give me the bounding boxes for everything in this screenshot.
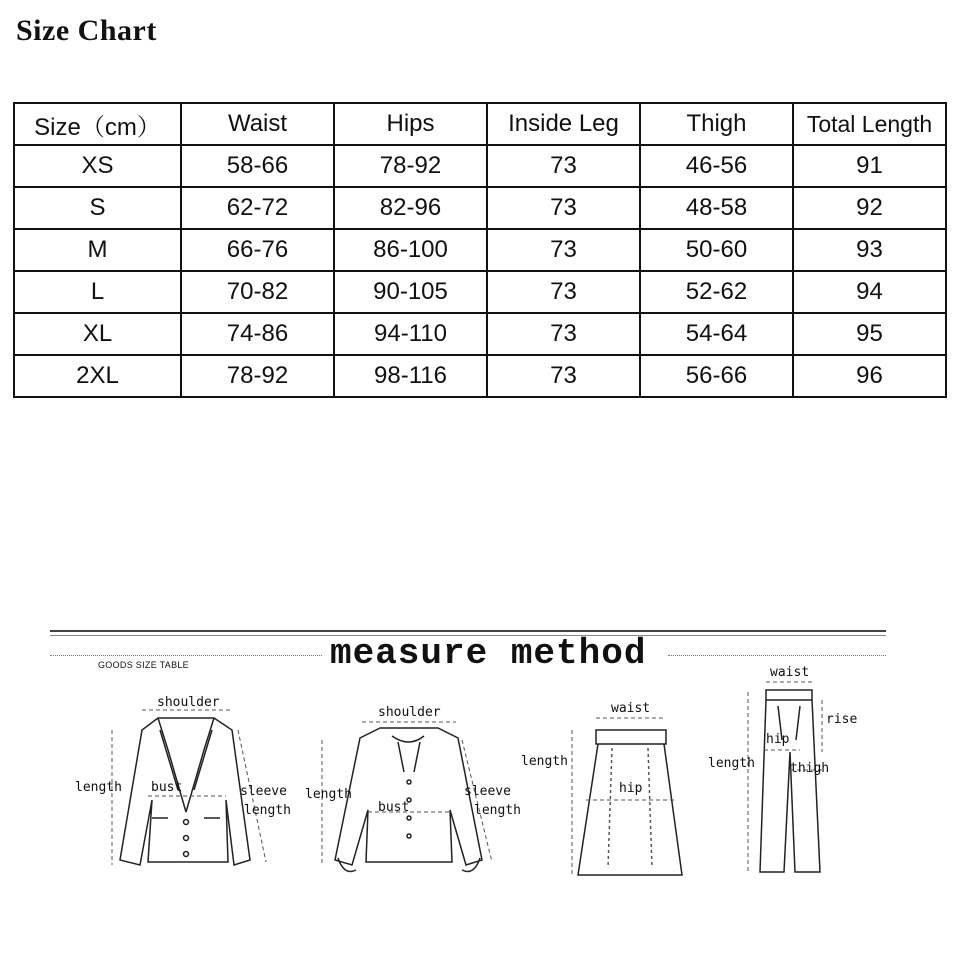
table-cell: 93 (793, 229, 946, 271)
table-cell: 70-82 (181, 271, 334, 313)
table-cell: 86-100 (334, 229, 487, 271)
table-cell: 73 (487, 271, 640, 313)
jacket-shoulder-label: shoulder (157, 695, 220, 710)
jacket-sleeve-label: sleeve (240, 784, 287, 799)
table-cell: 82-96 (334, 187, 487, 229)
table-cell: 96 (793, 355, 946, 397)
blouse-sleeve-label: sleeve (464, 784, 511, 799)
measure-method-title: measure method (330, 633, 647, 674)
jacket-sleeve-length-label: length (244, 803, 291, 818)
header-total-length: Total Length (793, 103, 946, 145)
table-cell: 98-116 (334, 355, 487, 397)
table-cell: M (14, 229, 181, 271)
table-cell: 74-86 (181, 313, 334, 355)
table-cell: 73 (487, 229, 640, 271)
table-cell: 78-92 (334, 145, 487, 187)
table-cell: 2XL (14, 355, 181, 397)
header-inside-leg: Inside Leg (487, 103, 640, 145)
table-cell: 46-56 (640, 145, 793, 187)
pants-waist-label: waist (770, 665, 810, 680)
table-cell: 58-66 (181, 145, 334, 187)
blouse-sleeve-length-label: length (474, 803, 521, 818)
table-cell: 92 (793, 187, 946, 229)
table-cell: XS (14, 145, 181, 187)
table-cell: 78-92 (181, 355, 334, 397)
jacket-illustration (120, 718, 250, 865)
table-cell: L (14, 271, 181, 313)
skirt-waist-label: waist (611, 701, 651, 716)
pants-illustration (760, 690, 820, 872)
jacket-length-label: length (75, 780, 122, 795)
table-cell: XL (14, 313, 181, 355)
table-cell: 73 (487, 313, 640, 355)
table-cell: 95 (793, 313, 946, 355)
table-cell: S (14, 187, 181, 229)
table-cell: 48-58 (640, 187, 793, 229)
table-cell: 73 (487, 355, 640, 397)
table-cell: 50-60 (640, 229, 793, 271)
blouse-shoulder-label: shoulder (378, 705, 441, 720)
table-cell: 62-72 (181, 187, 334, 229)
skirt-hip-label: hip (619, 781, 643, 796)
header-thigh: Thigh (640, 103, 793, 145)
goods-size-table-label: GOODS SIZE TABLE (98, 660, 189, 670)
header-hips: Hips (334, 103, 487, 145)
skirt-illustration (578, 730, 682, 875)
table-cell: 73 (487, 187, 640, 229)
page-title: Size Chart (16, 14, 157, 47)
blouse-length-label: length (305, 787, 352, 802)
header-size: Size（cm） (14, 103, 181, 145)
table-cell: 73 (487, 145, 640, 187)
pants-rise-label: rise (826, 712, 858, 727)
pants-length-label: length (708, 756, 755, 771)
pants-thigh-label: thigh (790, 761, 830, 776)
table-cell: 56-66 (640, 355, 793, 397)
table-cell: 66-76 (181, 229, 334, 271)
blouse-bust-label: bust (378, 800, 410, 815)
table-cell: 91 (793, 145, 946, 187)
pants-hip-label: hip (766, 732, 790, 747)
header-waist: Waist (181, 103, 334, 145)
table-cell: 94 (793, 271, 946, 313)
jacket-bust-label: bust (151, 780, 183, 795)
table-cell: 54-64 (640, 313, 793, 355)
table-cell: 52-62 (640, 271, 793, 313)
table-cell: 90-105 (334, 271, 487, 313)
table-cell: 94-110 (334, 313, 487, 355)
skirt-length-label: length (521, 754, 568, 769)
